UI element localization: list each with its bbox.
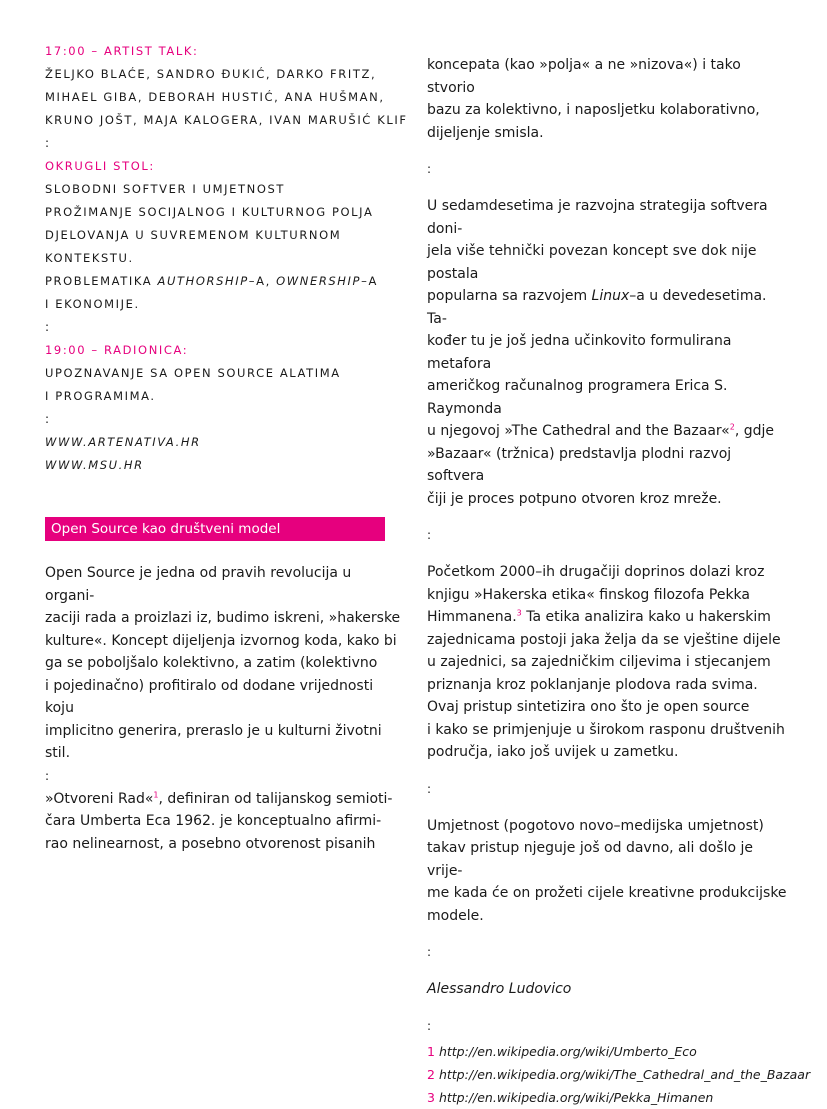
program-column [45,40,408,477]
artist-line: ŽELJKO BLAĆE, SANDRO ĐUKIĆ, DARKO FRITZ, [45,67,377,81]
text-line: bazu za kolektivno, i naposljetku kolaborativno, [427,102,760,118]
paragraph [427,815,787,928]
footnote-ref[interactable]: 1 [153,789,159,799]
text-line: knjigu »Hakerska etika« finskog filozofa Pekka [427,586,750,603]
text-line: Početkom 2000–ih drugačiji doprinos dolazi kroz [427,564,765,580]
left-body [45,562,405,855]
separator: : [427,162,432,176]
roundtable-line: KONTEKSTU. [45,251,134,265]
section-banner: Open Source kao društveni model [45,517,385,541]
text-line: U sedamdesetima je razvojna strategija softvera doni- [427,198,768,237]
text-line: i kako se primjenjuje u širokom rasponu društvenih [427,721,785,738]
roundtable-line: DJELOVANJA U SUVREMENOM KULTURNOM [45,228,342,242]
text-line: Ovaj pristup sintetizira ono što je open source [427,699,750,715]
separator: : [45,320,51,334]
text-line: »Bazaar« (tržnica) predstavlja plodni razvoj softvera [427,445,732,484]
text-line: u njegovoj »The Cathedral and the Bazaar« [427,423,730,439]
separator: : [427,528,432,542]
text-line: kođer tu je još jedna učinkovito formulirana metafora [427,333,732,372]
program-list [45,40,408,477]
text-line: i pojedinačno) profitiralo od dodane vrijednosti koju [45,677,374,716]
text-line: dijeljenje smisla. [427,124,544,141]
artist-talk-heading: 17:00 – ARTIST TALK: [45,44,199,58]
text-line: implicitno generira, preraslo je u kulturni životni stil. [45,722,382,761]
footnote [427,1086,787,1109]
text-line: , definiran od talijanskog semioti- [158,790,393,807]
footnote-link[interactable]: http://en.wikipedia.org/wiki/Umberto_Eco [438,1043,697,1059]
author-name: Alessandro Ludovico [427,981,572,997]
footnote-number: 3 [427,1089,435,1105]
text-line: zaciji rada a proizlazi iz, budimo iskreni, »hakerske [45,610,401,626]
text-line: »Otvoreni Rad« [45,790,154,807]
footnote-ref[interactable]: 3 [516,608,522,618]
text-line: Ta etika analizira kako u hakerskim [521,609,771,625]
paragraph [427,195,787,510]
separator: : [45,768,50,783]
problem-line-2: I EKONOMIJE. [45,297,140,311]
paragraph [45,562,405,765]
text-line: američkog računalnog programera Erica S. Raymonda [427,378,728,417]
artist-line: MIHAEL GIBA, DEBORAH HUSTIĆ, ANA HUŠMAN, [45,90,385,104]
text-line: čara Umberta Eca 1962. je konceptualno afirmi- [45,813,382,829]
footnote-ref[interactable]: 2 [729,422,735,432]
right-column [427,40,811,1109]
paragraph [45,788,405,856]
text-line: rao nelinearnost, a posebno otvorenost pisanih [45,835,376,852]
separator: : [427,945,432,959]
roundtable-line: PROŽIMANJE SOCIJALNOG I KULTURNOG POLJA [45,205,374,219]
text-line: kulture«. Koncept dijeljenja izvornog koda, kako bi [45,632,397,649]
text-line: popularna sa razvojem [427,288,592,304]
workshop-heading: 19:00 – RADIONICA: [45,343,189,357]
linux-term: Linux [591,288,630,304]
text-line: područja, iako još uvijek u zametku. [427,744,679,760]
ownership-term: OWNERSHIP [276,274,362,288]
problem-mid: –A, [248,274,277,288]
paragraph [427,54,787,144]
roundtable-line: SLOBODNI SOFTVER I UMJETNOST [45,182,286,196]
text-line: priznanja kroz poklanjanje plodova rada svima. [427,676,758,693]
workshop-line: I PROGRAMIMA. [45,389,156,403]
text-line: čiji je proces potpuno otvoren kroz mreže. [427,490,722,507]
workshop-line: UPOZNAVANJE SA OPEN SOURCE ALATIMA [45,366,341,380]
footnote-number: 1 [427,1043,435,1059]
separator: : [427,1018,432,1033]
footnote [427,1040,787,1063]
link-msu[interactable]: WWW.MSU.HR [45,458,144,472]
separator: : [45,412,51,426]
artist-line: KRUNO JOŠT, MAJA KALOGERA, IVAN MARUŠIĆ KLIF [45,113,408,127]
text-line: , gdje [734,423,775,439]
authorship-term: AUTHORSHIP [157,274,249,288]
separator: : [45,136,51,150]
paragraph [427,561,787,764]
text-line: Open Source je jedna od pravih revolucija u organi- [45,565,352,604]
problem-suffix: –A [361,274,378,288]
text-line: Himmanena. [427,609,517,625]
problem-line [45,270,395,293]
text-line: takav pristup njeguje još od davno, ali došlo je vrije- [427,840,754,879]
text-line: –a u devedesetima. Ta- [427,288,767,327]
footnote [427,1063,811,1086]
roundtable-heading: OKRUGLI STOL: [45,159,155,173]
footnote-link[interactable]: http://en.wikipedia.org/wiki/The_Cathedral_and_the_Bazaar [438,1066,811,1082]
text-line: Umjetnost (pogotovo novo–medijska umjetnost) [427,817,764,834]
footnotes [427,1040,811,1109]
text-line: me kada će on prožeti cijele kreativne produkcijske [427,885,787,901]
footnote-number: 2 [427,1066,435,1082]
text-line: koncepata (kao »polja« a ne »nizova«) i tako stvorio [427,57,741,96]
footnote-link[interactable]: http://en.wikipedia.org/wiki/Pekka_Himanen [438,1089,714,1105]
text-line: modele. [427,907,484,924]
text-line: u zajednici, sa zajedničkim ciljevima i stjecanjem [427,654,771,670]
problem-prefix: PROBLEMATIKA [45,274,158,288]
text-line: zajednicama postoji jaka želja da se vještine dijele [427,631,781,648]
separator: : [427,781,432,796]
text-line: jela više tehnički povezan koncept sve dok nije postala [427,243,757,282]
link-artenativa[interactable]: WWW.ARTENATIVA.HR [45,435,201,449]
text-line: ga se poboljšalo kolektivno, a zatim (kolektivno [45,655,378,671]
